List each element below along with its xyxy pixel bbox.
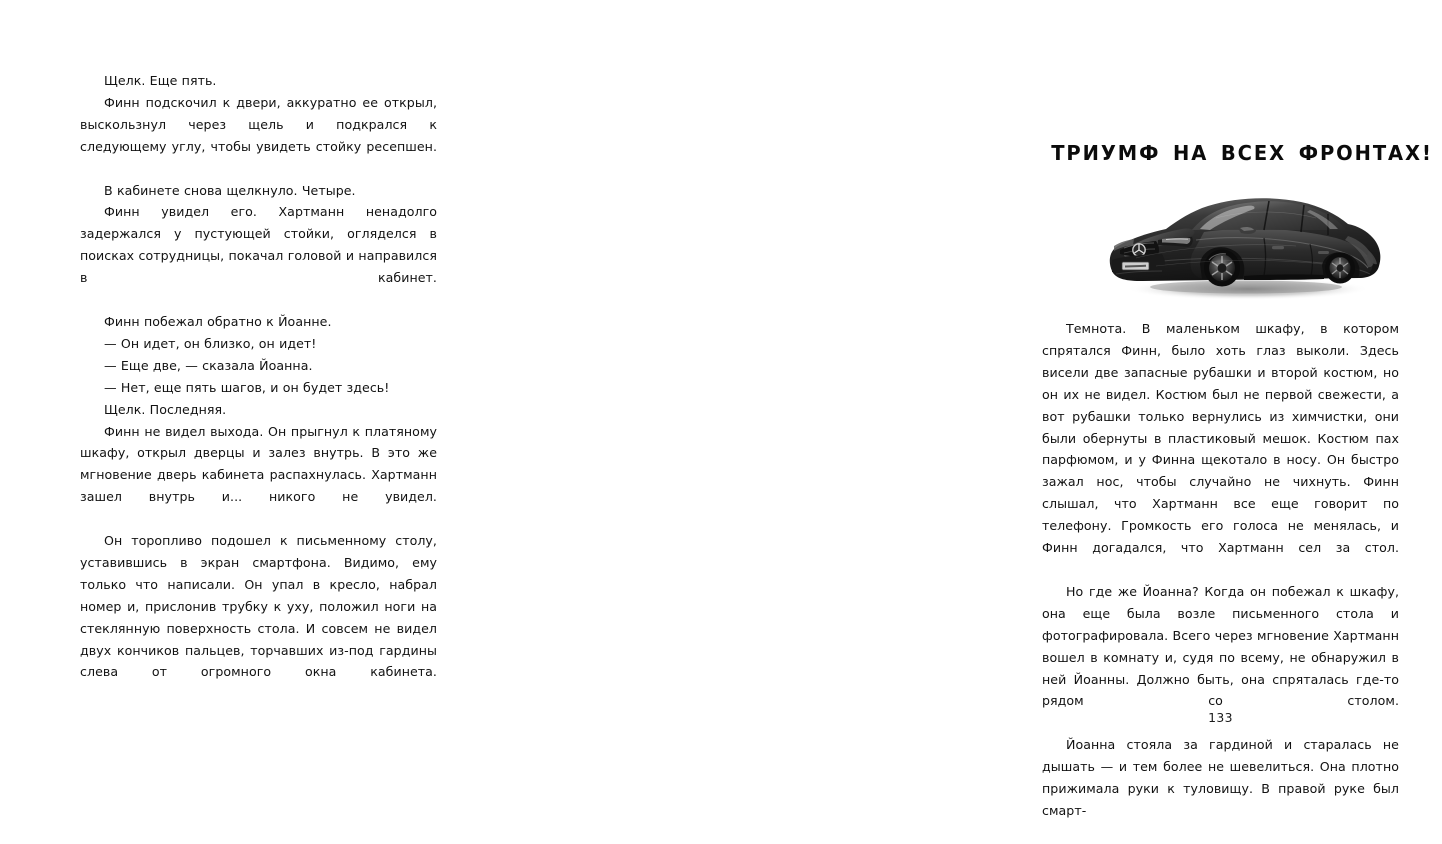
left-column-text <box>80 70 437 705</box>
paragraph: В кабинете снова щелкнуло. Четыре. <box>104 182 356 198</box>
paragraph: Йоанна стояла за гардиной и старалась не дышать — и тем более не шевелиться. Она плотно прижимала руки к туловищу. В правой руке был смарт- <box>1042 737 1399 818</box>
paragraph: Финн подскочил к двери, аккуратно ее открыл, выскользнул через щель и подкрался к следующему углу, чтобы увидеть стойку ресепшен. <box>80 94 437 154</box>
dialog-line: — Он идет, он близко, он идет! <box>104 335 317 351</box>
left-book-page <box>0 0 500 770</box>
paragraph: Темнота. В маленьком шкафу, в котором спрятался Финн, было хоть глаз выколи. Здесь висели две запасные рубашки и второй костюм, но он их не видел. Костюм был не первой свежести, а вот рубашки только вернулись из химчистки, они были обернуты в пластиковый мешок. Костюм пах парфюмом, и у Финна щекотало в носу. Он быстро зажал нос, чтобы случайно не чихнуть. Финн слышал, что Хартманн все еще говорит по телефону. Громкость его голоса не менялась, и Финн догадался, что Хартманн сел за стол. <box>1042 321 1399 556</box>
mercedes-sedan-illustration <box>1096 188 1396 306</box>
paragraph: Он торопливо подошел к письменному столу, уставившись в экран смартфона. Видимо, ему только что написали. Он упал в кресло, набрал номер и, прислонив трубку к уху, положил ноги на стеклянную поверхность стола. И совсем не видел двух кончиков пальцев, торчавших из-под гардины слева от огромного окна кабинета. <box>80 533 437 680</box>
dialog-line: — Еще две, — сказала Йоанна. <box>104 357 313 373</box>
chapter-heading: ТРИУМФ НА ВСЕХ ФРОНТАХ! <box>1051 141 1433 166</box>
paragraph: Финн не видел выхода. Он прыгнул к платяному шкафу, открыл дверцы и залез внутрь. В это же мгновение дверь кабинета распахнулась. Хартманн зашел внутрь и... никого не увидел. <box>80 423 437 505</box>
right-column-text <box>1042 318 1399 844</box>
paragraph: Финн побежал обратно к Йоанне. <box>104 313 332 329</box>
dialog-line: — Нет, еще пять шагов, и он будет здесь! <box>104 379 390 395</box>
page-number: 133 <box>1208 710 1233 725</box>
right-book-page <box>500 0 1433 818</box>
paragraph: Но где же Йоанна? Когда он побежал к шкафу, она еще была возле письменного стола и фотографировала. Всего через мгновение Хартманн вошел в комнату и, судя по всему, не обнаружил в ней Йоанны. Должно быть, она спряталась где-то рядом со столом. <box>1042 583 1399 709</box>
paragraph: Щелк. Последняя. <box>104 401 227 417</box>
paragraph: Финн увидел его. Хартманн ненадолго задержался у пустующей стойки, огляделся в поисках сотрудницы, покачал головой и направился в кабинет. <box>80 204 437 286</box>
paragraph: Щелк. Еще пять. <box>104 73 217 88</box>
